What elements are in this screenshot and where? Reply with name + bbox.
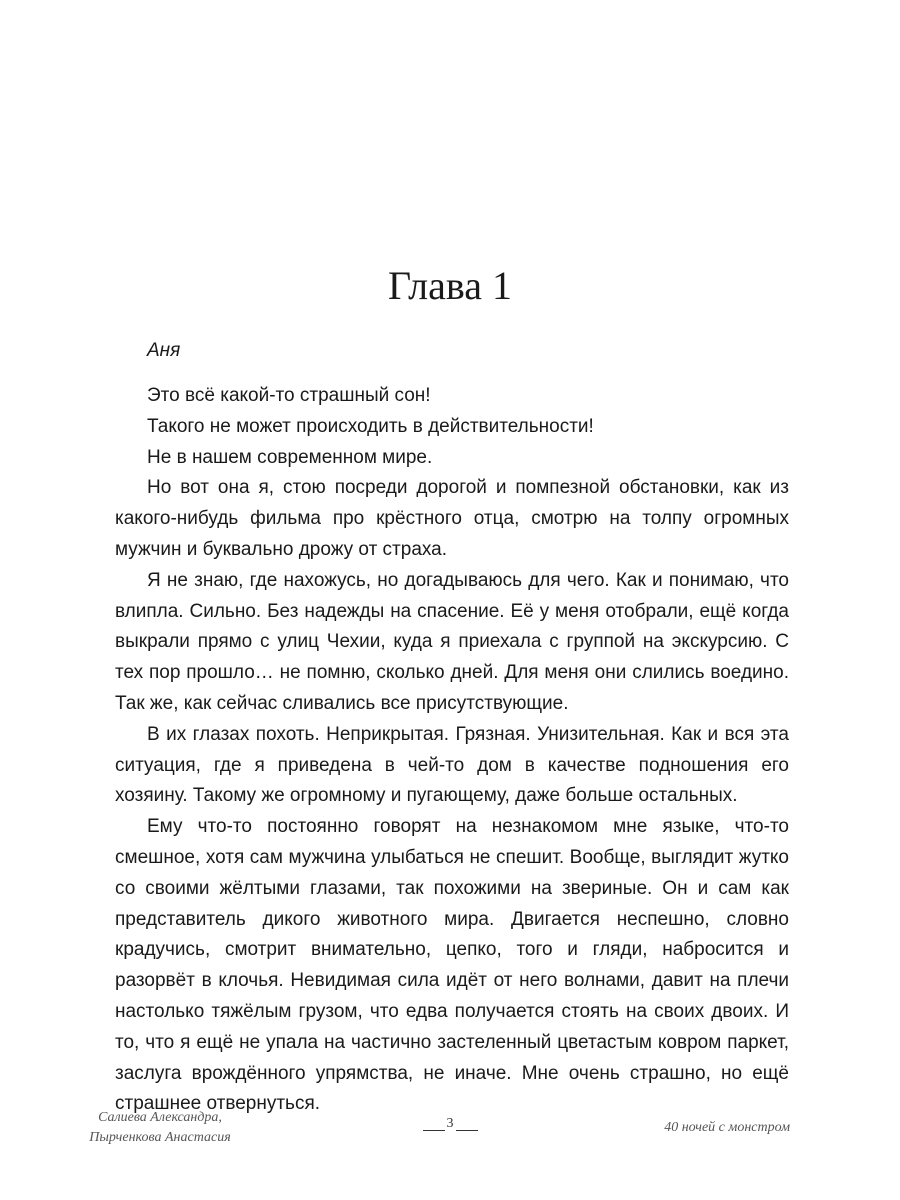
- narrator-name: Аня: [147, 340, 181, 361]
- paragraph: Я не знаю, где нахожусь, но догадываюсь для чего. Как и понимаю, что влипла. Сильно. Без надежды на спасение. Её у меня отобрали, ещё когда выкрали прямо с улиц Чехии, куда я приехала с группой на экскурсию. С тех пор прошло… не помню, сколько дней. Для меня они слились воедино. Так же, как сейчас сливались все присутствующие.: [115, 569, 789, 714]
- paragraph: Не в нашем современном мире.: [147, 446, 433, 468]
- chapter-text: [115, 381, 789, 1120]
- page-number-rule: [456, 1130, 478, 1131]
- paragraph: В их глазах похоть. Неприкрытая. Грязная. Унизительная. Как и вся эта ситуация, где я приведена в чей-то дом в качестве подношения его хозяину. Такому же огромному и пугающему, даже больше остальных.: [115, 723, 789, 807]
- page-number-value: 3: [446, 1116, 454, 1131]
- footer-book-title: 40 ночей с монстром: [664, 1120, 790, 1135]
- footer-authors: [60, 1108, 260, 1148]
- page-number: [410, 1116, 490, 1132]
- page-number-rule: [423, 1130, 445, 1131]
- page-footer: [0, 1108, 900, 1168]
- paragraph: Это всё какой-то страшный сон!: [147, 385, 431, 406]
- author-line: Салиева Александра,: [98, 1110, 222, 1125]
- author-line: Пырченкова Анастасия: [89, 1130, 231, 1145]
- chapter-title: Глава 1: [388, 263, 512, 308]
- paragraph: Такого не может происходить в действительности!: [147, 415, 594, 437]
- paragraph: Ему что-то постоянно говорят на незнакомом мне языке, что-то смешное, хотя сам мужчина улыбаться не спешит. Вообще, выглядит жутко со своими жёлтыми глазами, так похожими на звериные. Он и сам как представитель дикого животного мира. Двигается неспешно, словно крадучись, смотрит внимательно, цепко, того и гляди, набросится и разорвёт в клочья. Невидимая сила идёт от него волнами, давит на плечи настолько тяжёлым грузом, что едва получается стоять на своих двоих. И то, что я ещё не упала на частично застеленный цветастым ковром паркет, заслуга врождённого упрямства, не иначе. Мне очень страшно, но ещё страшнее отвернуться.: [115, 816, 789, 1115]
- paragraph: Но вот она я, стою посреди дорогой и помпезной обстановки, как из какого-нибудь фильма про крёстного отца, смотрю на толпу огромных мужчин и буквально дрожу от страха.: [115, 477, 789, 560]
